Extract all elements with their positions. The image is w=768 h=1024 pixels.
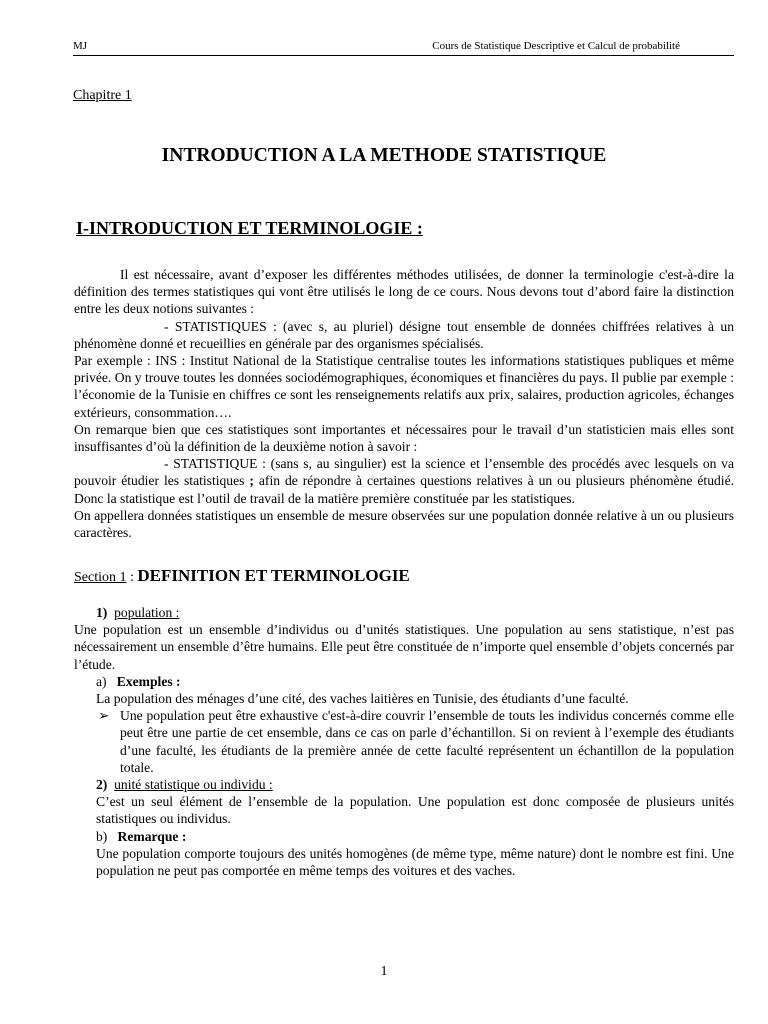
def-semicolon: ; bbox=[244, 473, 259, 489]
item-title: population : bbox=[114, 605, 180, 620]
sub-label: a) bbox=[96, 673, 107, 689]
item-title: unité statistique ou individu : bbox=[114, 777, 273, 793]
section-sep: : bbox=[126, 570, 138, 585]
population-definition: Une population est un ensemble d’individus ou d’unités statistiques. Une population au sens statistique, n’est pas nécessairement un ensemble d’être humains. Elle peut être constituée de n’importe quel ensemble d’objets concernés par l’étude. bbox=[74, 622, 734, 672]
remark-paragraph: On remarque bien que ces statistiques sont importantes et nécessaires pour le travail d’un statisticien mais elles sont insuffisantes d’où la définition de la deuxième notion à savoir : bbox=[74, 421, 734, 455]
item-unite bbox=[74, 776, 734, 793]
section-label: Section 1 bbox=[74, 570, 127, 585]
remarque-text: Une population comporte toujours des unités homogènes (de même type, même nature) dont le nombre est fini. Une population ne peut pas comportée en même temps des voitures et des vaches. bbox=[96, 845, 734, 879]
sub-title: Remarque : bbox=[117, 828, 187, 844]
section-heading: I-INTRODUCTION ET TERMINOLOGIE : bbox=[76, 218, 423, 238]
def-text-a: - STATISTIQUE : (sans s, au singulier) est la science et l’ensemble des procédés avec lesquels on va pouvoir étudier les statistiques bbox=[74, 456, 734, 489]
unite-definition: C’est un seul élément de l’ensemble de la population. Une population est donc composée de plusieurs unités statistiques ou individus. bbox=[96, 794, 734, 827]
section-title: DEFINITION ET TERMINOLOGIE bbox=[137, 566, 410, 585]
exemples-text: La population des ménages d’une cité, des vaches laitières en Tunisie, des étudiants d’une faculté. bbox=[96, 691, 629, 707]
sub-title: Exemples : bbox=[116, 673, 181, 689]
intro-body bbox=[74, 266, 734, 541]
header-left: MJ bbox=[73, 40, 88, 52]
chapter-label: Chapitre 1 bbox=[73, 88, 132, 103]
sub-item-remarque bbox=[74, 828, 734, 845]
donnees-paragraph: On appellera données statistiques un ensemble de mesure observées sur une population donnée relative à un ou plusieurs caractères. bbox=[74, 507, 734, 541]
page-title: INTRODUCTION A LA METHODE STATISTIQUE bbox=[161, 145, 607, 166]
definitions-list bbox=[74, 604, 734, 879]
example-paragraph: Par exemple : INS : Institut National de la Statistique centralise toutes les informations statistiques publiques et même privée. On y trouve toutes les données sociodémographiques, économiques et financières du pays. Il publie par exemple : l’économie de la Tunisie en chiffres ce sont les renseignements relatifs aux prix, salaires, production agricoles, échanges extérieurs, consommation…. bbox=[74, 353, 734, 420]
arrow-text: Une population peut être exhaustive c'est-à-dire couvrir l’ensemble de touts les individus concernés comme elle peut être une partie de cet ensemble, dans ce cas on parle d’échantillon. Si on revient à l’exemple des étudiants d’une faculté, les étudiants de la première année de cette faculté représentent un échantillon de la population totale. bbox=[120, 708, 734, 775]
arrow-bullet bbox=[74, 707, 734, 776]
item-number: 2) bbox=[96, 777, 108, 793]
definition-statistiques: - STATISTIQUES : (avec s, au pluriel) désigne tout ensemble de données chiffrées relatives à un phénomène donné et recueillies en générale par des organismes spécialisés. bbox=[74, 318, 734, 351]
header-rule bbox=[73, 55, 734, 56]
page-number: 1 bbox=[380, 964, 388, 979]
def-text-b: afin de répondre à certaines questions relatives à un ou plusieurs phénomène étudié. Donc la statistique est l’outil de travail de la matière première constituée par les statistiques. bbox=[74, 473, 734, 506]
item-population bbox=[74, 604, 734, 621]
sub-item-exemples bbox=[74, 673, 734, 690]
definition-statistique bbox=[74, 455, 734, 507]
section-1-heading bbox=[74, 566, 410, 586]
header-right: Cours de Statistique Descriptive et Calcul de probabilité bbox=[432, 40, 680, 52]
sub-label: b) bbox=[96, 828, 108, 844]
item-number: 1) bbox=[96, 605, 108, 620]
arrow-icon: ➢ bbox=[98, 708, 110, 724]
intro-paragraph: Il est nécessaire, avant d’exposer les différentes méthodes utilisées, de donner la terminologie c'est-à-dire la définition des termes statistiques qui vont être utilisés le long de ce cours. Nous devons tout d’abord faire la distinction entre les deux notions suivantes : bbox=[74, 267, 734, 317]
